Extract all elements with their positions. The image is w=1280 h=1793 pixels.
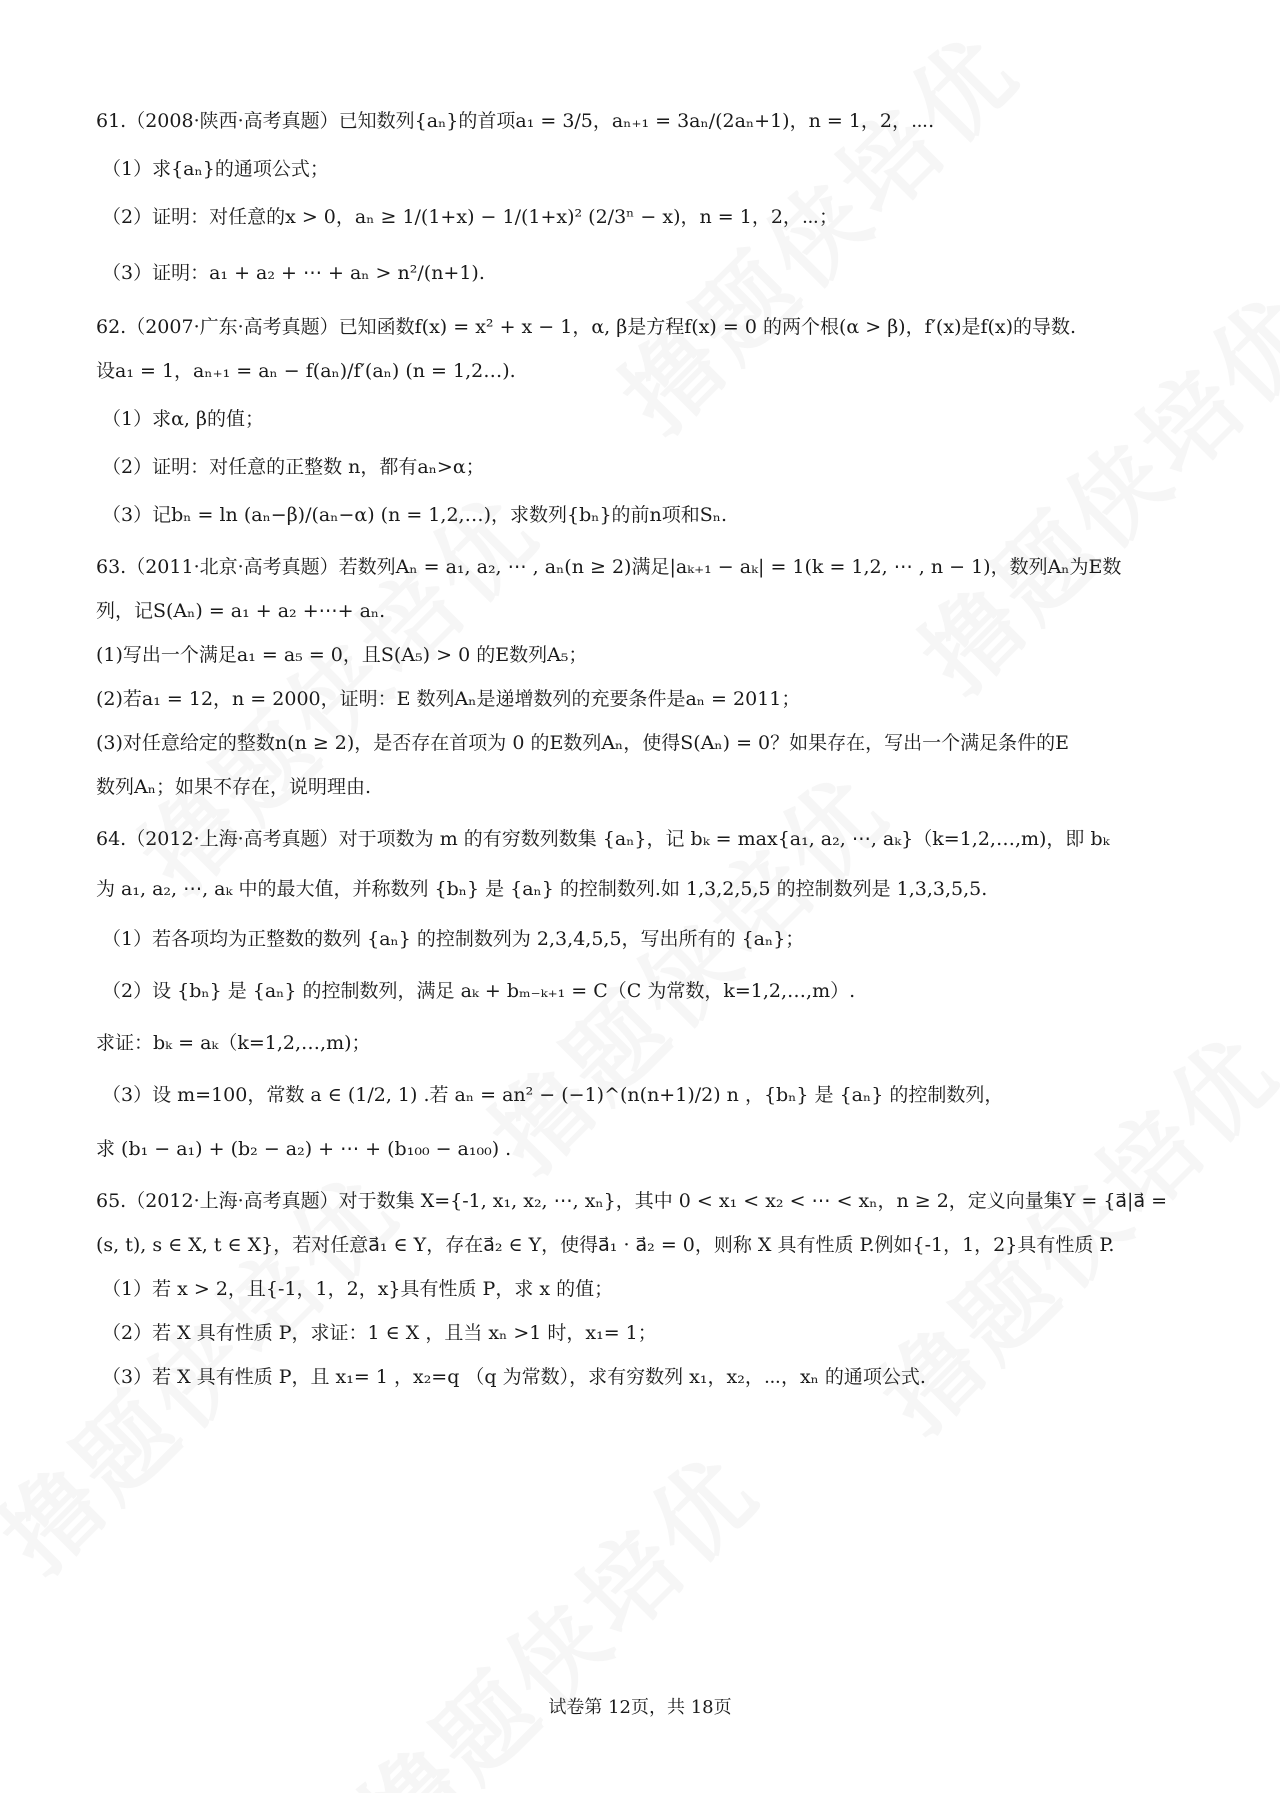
- q63-part3: (3)对任意给定的整数n(n ≥ 2)，是否存在首项为 0 的E数列Aₙ，使得S(Aₙ) = 0？如果存在，写出一个满足条件的E: [96, 732, 1070, 754]
- watermark: [326, 1420, 783, 1793]
- q61-stem: 61.（2008·陕西·高考真题）已知数列{aₙ}的首项a₁ = 3/5，aₙ₊₁ = 3aₙ/(2aₙ+1)，n = 1，2，⋯.: [96, 110, 935, 132]
- q62-stem-cont: 设a₁ = 1，aₙ₊₁ = aₙ − f(aₙ)/f′(aₙ) (n = 1,2…).: [96, 360, 516, 382]
- q61-part3: （3）证明：a₁ + a₂ + ⋯ + aₙ > n²/(n+1).: [102, 262, 485, 284]
- q61-part1: （1）求{aₙ}的通项公式；: [102, 158, 329, 180]
- q64-stem-cont: 为 a₁, a₂, ⋯, aₖ 中的最大值，并称数列 {bₙ} 是 {aₙ} 的控制数列.如 1,3,2,5,5 的控制数列是 1,3,3,5,5.: [96, 878, 988, 900]
- q63-stem-cont: 列，记S(Aₙ) = a₁ + a₂ +⋯+ aₙ.: [96, 600, 386, 622]
- q62-part2: （2）证明：对任意的正整数 n，都有aₙ>α；: [102, 456, 485, 478]
- q65-stem-cont: (s, t), s ∈ X, t ∈ X}，若对任意a⃗₁ ∈ Y，存在a⃗₂ ∈ Y，使得a⃗₁ · a⃗₂ = 0，则称 X 具有性质 P.例如{-1，1，2}具有性质 P.: [96, 1234, 1115, 1256]
- q65-part3: （3）若 X 具有性质 P，且 x₁= 1 ，x₂=q （q 为常数），求有穷数列 x₁，x₂，⋯，xₙ 的通项公式.: [102, 1366, 926, 1388]
- q64-part3: （3）设 m=100，常数 a ∈ (1/2, 1) .若 aₙ = an² − (−1)^(n(n+1)/2) n ，{bₙ} 是 {aₙ} 的控制数列，: [102, 1084, 1004, 1106]
- q65-part2: （2）若 X 具有性质 P，求证：1 ∈ X ，且当 xₙ >1 时，x₁= 1；: [102, 1322, 657, 1344]
- q65-stem: 65.（2012·上海·高考真题）对于数集 X={-1, x₁, x₂, ⋯, xₙ}，其中 0 < x₁ < x₂ < ⋯ < xₙ，n ≥ 2，定义向量集Y = {a⃗|a⃗ =: [96, 1190, 1168, 1212]
- q61-part2: （2）证明：对任意的x > 0，aₙ ≥ 1/(1+x) − 1/(1+x)² (2/3ⁿ − x)，n = 1，2，⋯；: [102, 206, 839, 228]
- q62-part1: （1）求α, β的值；: [102, 408, 264, 430]
- q64-stem: 64.（2012·上海·高考真题）对于项数为 m 的有穷数列数集 {aₙ}，记 bₖ = max{a₁, a₂, ⋯, aₖ}（k=1,2,…,m)，即 bₖ: [96, 828, 1110, 850]
- q64-part2-proof: 求证：bₖ = aₖ（k=1,2,…,m)；: [96, 1032, 371, 1054]
- q63-part1: (1)写出一个满足a₁ = a₅ = 0，且S(A₅) > 0 的E数列A₅；: [96, 644, 588, 666]
- q62-part3: （3）记bₙ = ln (aₙ−β)/(aₙ−α) (n = 1,2,…)，求数列{bₙ}的前n项和Sₙ.: [102, 504, 728, 526]
- q63-part2: (2)若a₁ = 12，n = 2000，证明：E 数列Aₙ是递增数列的充要条件是aₙ = 2011；: [96, 688, 801, 710]
- q63-stem: 63.（2011·北京·高考真题）若数列Aₙ = a₁, a₂, ⋯ , aₙ(n ≥ 2)满足|aₖ₊₁ − aₖ| = 1(k = 1,2, ⋯ , n − 1)，数列Aₙ为E数: [96, 556, 1122, 578]
- q63-part3-cont: 数列Aₙ；如果不存在，说明理由.: [96, 776, 371, 798]
- q64-part2: （2）设 {bₙ} 是 {aₙ} 的控制数列，满足 aₖ + bₘ₋ₖ₊₁ = C（C 为常数，k=1,2,…,m）.: [102, 980, 856, 1002]
- q64-part3-cont: 求 (b₁ − a₁) + (b₂ − a₂) + ⋯ + (b₁₀₀ − a₁₀₀) .: [96, 1138, 512, 1160]
- q65-part1: （1）若 x > 2，且{-1，1，2，x}具有性质 P，求 x 的值；: [102, 1278, 614, 1300]
- q62-stem: 62.（2007·广东·高考真题）已知函数f(x) = x² + x − 1，α, β是方程f(x) = 0 的两个根(α > β)，f′(x)是f(x)的导数.: [96, 316, 1077, 338]
- page-footer: 试卷第 12页，共 18页: [548, 1697, 732, 1718]
- q64-part1: （1）若各项均为正整数的数列 {aₙ} 的控制数列为 2,3,4,5,5，写出所有的 {aₙ}；: [102, 928, 805, 950]
- watermark: [456, 740, 913, 1197]
